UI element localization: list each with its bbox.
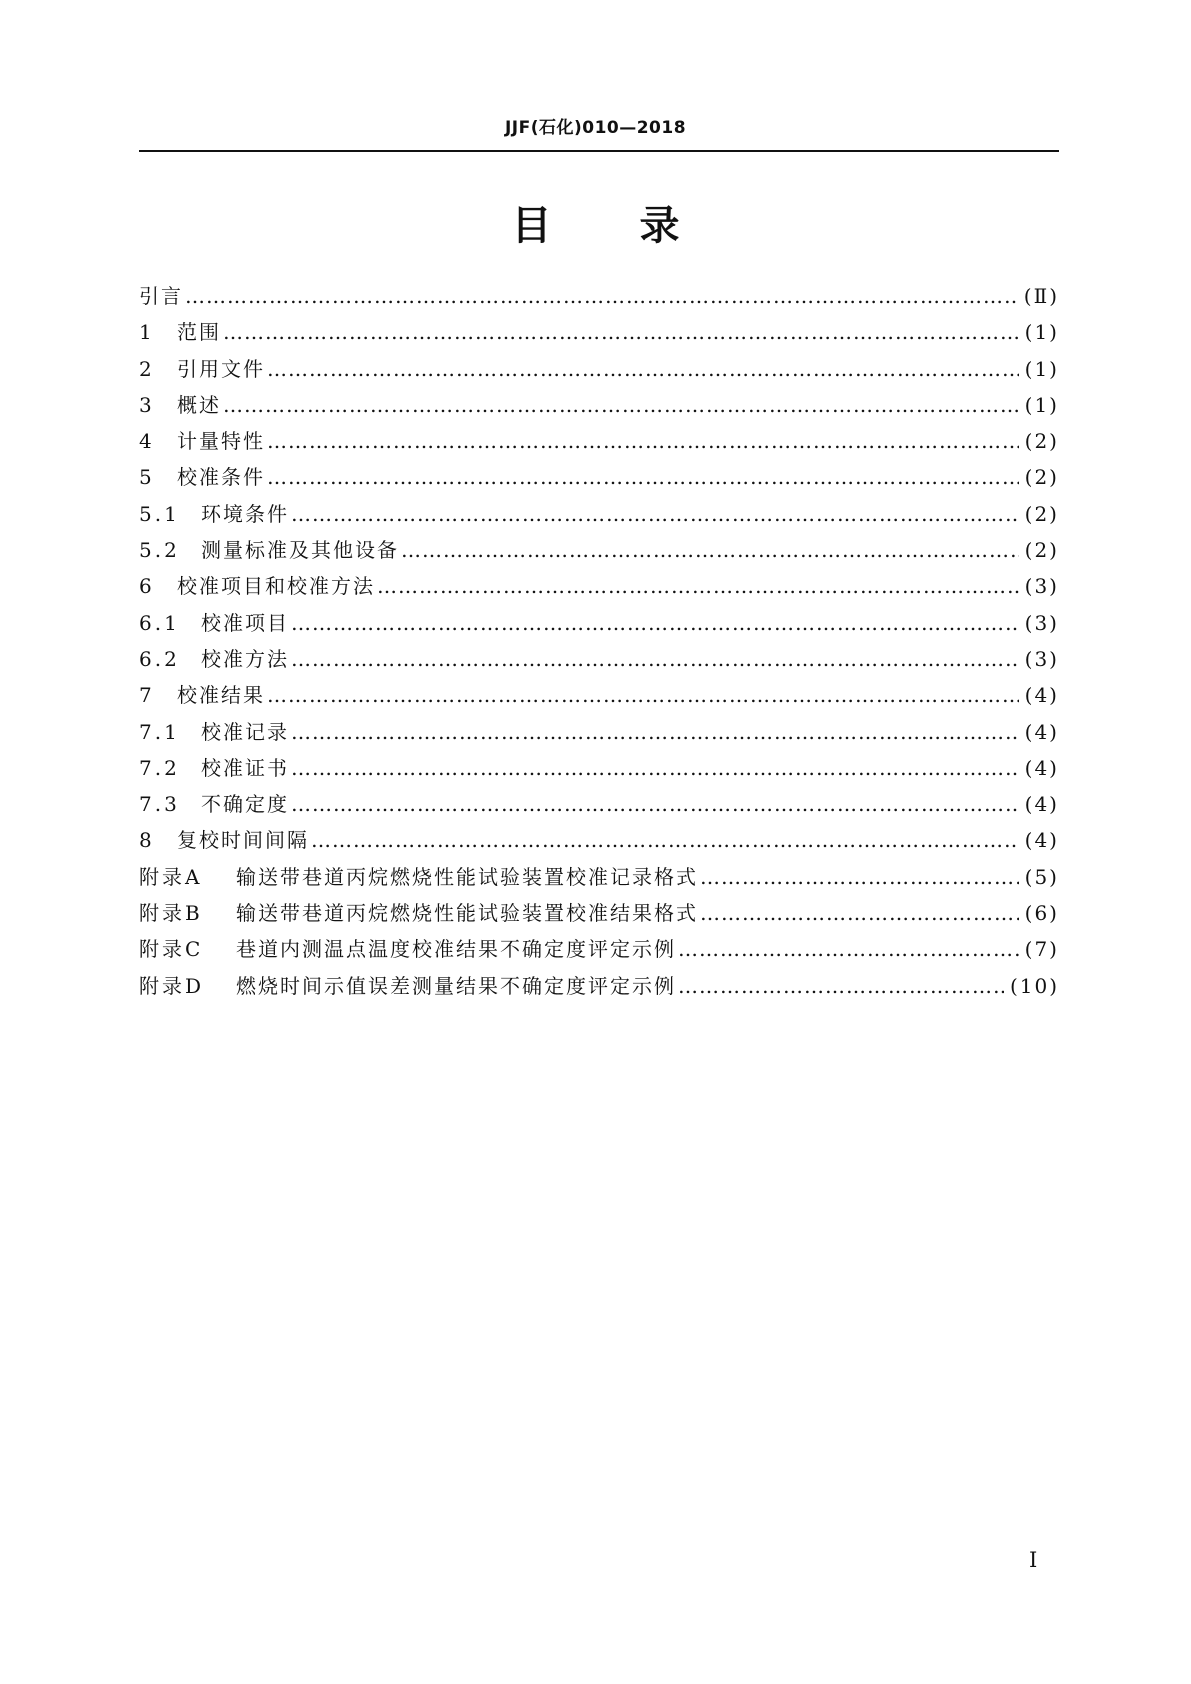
document-code-header: JJF(石化)010—2018 (504, 118, 687, 138)
toc-entry-label: 校准条件 (177, 465, 265, 490)
toc-entry[interactable] (139, 568, 1059, 604)
toc-entry-label: 输送带巷道丙烷燃烧性能试验装置校准结果格式 (236, 901, 698, 926)
toc-entry[interactable] (139, 314, 1059, 350)
toc-entry[interactable] (139, 532, 1059, 568)
toc-leader-dots (291, 714, 1019, 750)
toc-entry[interactable] (139, 786, 1059, 822)
toc-entry[interactable] (139, 931, 1059, 967)
toc-leader-dots (291, 496, 1019, 532)
toc-entry[interactable] (139, 677, 1059, 713)
toc-entry-page: (4) (1024, 719, 1059, 744)
toc-entry-number: 附录B (139, 901, 203, 926)
toc-leader-dots (267, 423, 1019, 459)
toc-entry-page: (4) (1024, 792, 1059, 817)
toc-leader-dots (678, 968, 1004, 1004)
toc-entry-number: 7.3 (139, 792, 180, 817)
toc-entry-page: (2) (1024, 501, 1059, 526)
toc-entry[interactable] (139, 351, 1059, 387)
toc-leader-dots (311, 822, 1019, 858)
toc-entry-page: (4) (1024, 683, 1059, 708)
toc-leader-dots (223, 387, 1019, 423)
toc-entry-label: 校准证书 (201, 755, 289, 780)
toc-leader-dots (223, 314, 1019, 350)
toc-entry-number: 附录A (139, 864, 203, 889)
toc-entry-label: 复校时间间隔 (177, 828, 309, 853)
toc-entry[interactable] (139, 895, 1059, 931)
toc-leader-dots (291, 605, 1019, 641)
toc-entry-page: (7) (1024, 937, 1059, 962)
toc-entry-label: 校准结果 (177, 683, 265, 708)
toc-entry-number: 5 (139, 465, 155, 490)
toc-leader-dots (267, 351, 1019, 387)
toc-entry-label: 巷道内测温点温度校准结果不确定度评定示例 (236, 937, 676, 962)
toc-entry-number: 7.2 (139, 755, 180, 780)
toc-entry-number: 1 (139, 320, 155, 345)
toc-entry-page: (Ⅱ) (1023, 284, 1059, 308)
toc-entry[interactable] (139, 750, 1059, 786)
toc-entry[interactable] (139, 496, 1059, 532)
toc-leader-dots (377, 568, 1019, 604)
toc-entry-page: (4) (1024, 828, 1059, 853)
toc-entry-page: (3) (1024, 646, 1059, 671)
toc-entry-number: 5.2 (139, 538, 180, 563)
toc-entry-label: 校准项目 (201, 610, 289, 635)
toc-leader-dots (700, 895, 1019, 931)
toc-entry-label: 校准项目和校准方法 (177, 574, 375, 599)
page-title (0, 194, 1191, 251)
toc-entry[interactable] (139, 605, 1059, 641)
toc-leader-dots (700, 859, 1019, 895)
toc-entry-label: 校准方法 (201, 646, 289, 671)
toc-leader-dots (291, 786, 1019, 822)
toc-entry-number: 7 (139, 683, 155, 708)
toc-entry[interactable] (139, 968, 1059, 1004)
toc-entry[interactable] (139, 387, 1059, 423)
toc-entry[interactable] (139, 714, 1059, 750)
toc-entry-page: (1) (1024, 320, 1059, 345)
toc-leader-dots (401, 532, 1019, 568)
toc-entry[interactable] (139, 859, 1059, 895)
toc-leader-dots (267, 459, 1019, 495)
toc-entry-label: 范围 (177, 320, 221, 345)
toc-entry-label: 计量特性 (177, 429, 265, 454)
toc-entry-number: 6.2 (139, 646, 180, 671)
toc-entry-page: (5) (1024, 864, 1059, 889)
toc-entry-number: 6.1 (139, 610, 180, 635)
toc-entry-number: 7.1 (139, 719, 180, 744)
toc-entry-page: (2) (1024, 429, 1059, 454)
toc-leader-dots (678, 931, 1019, 967)
toc-leader-dots (267, 677, 1019, 713)
toc-entry[interactable] (139, 641, 1059, 677)
table-of-contents (139, 278, 1059, 1004)
toc-entry-label: 不确定度 (201, 792, 289, 817)
toc-entry[interactable] (139, 459, 1059, 495)
toc-leader-dots (291, 750, 1019, 786)
toc-entry-page: (1) (1024, 356, 1059, 381)
toc-entry[interactable] (139, 822, 1059, 858)
toc-entry[interactable] (139, 423, 1059, 459)
toc-entry-page: (3) (1024, 574, 1059, 599)
page-title-part-1: 目 (511, 203, 552, 249)
toc-entry-page: (2) (1024, 465, 1059, 490)
toc-entry-number: 5.1 (139, 501, 180, 526)
toc-entry-label: 概述 (177, 392, 221, 417)
header-rule (139, 150, 1059, 152)
toc-entry-page: (2) (1024, 538, 1059, 563)
toc-entry-label: 测量标准及其他设备 (201, 538, 399, 563)
toc-entry-number: 4 (139, 429, 155, 454)
toc-entry-page: (3) (1024, 610, 1059, 635)
toc-entry-page: (6) (1024, 901, 1059, 926)
toc-entry-number: 6 (139, 574, 155, 599)
page-number: Ⅰ (1029, 1548, 1038, 1572)
toc-entry-number: 附录D (139, 973, 205, 998)
toc-entry-label: 燃烧时间示值误差测量结果不确定度评定示例 (236, 973, 676, 998)
toc-entry-label: 环境条件 (201, 501, 289, 526)
page-title-part-2: 录 (639, 203, 680, 249)
toc-entry-label: 输送带巷道丙烷燃烧性能试验装置校准记录格式 (236, 864, 698, 889)
toc-entry-page: (4) (1024, 755, 1059, 780)
toc-entry-number: 附录C (139, 937, 204, 962)
toc-leader-dots (185, 278, 1018, 314)
toc-entry-page: (1) (1024, 392, 1059, 417)
toc-entry[interactable] (139, 278, 1059, 314)
toc-entry-number: 2 (139, 356, 155, 381)
toc-entry-number: 8 (139, 828, 155, 853)
toc-entry-page: (10) (1009, 973, 1059, 998)
toc-entry-label: 引用文件 (177, 356, 265, 381)
toc-entry-label: 引言 (139, 284, 183, 308)
toc-entry-number: 3 (139, 392, 155, 417)
toc-leader-dots (291, 641, 1019, 677)
toc-entry-label: 校准记录 (201, 719, 289, 744)
